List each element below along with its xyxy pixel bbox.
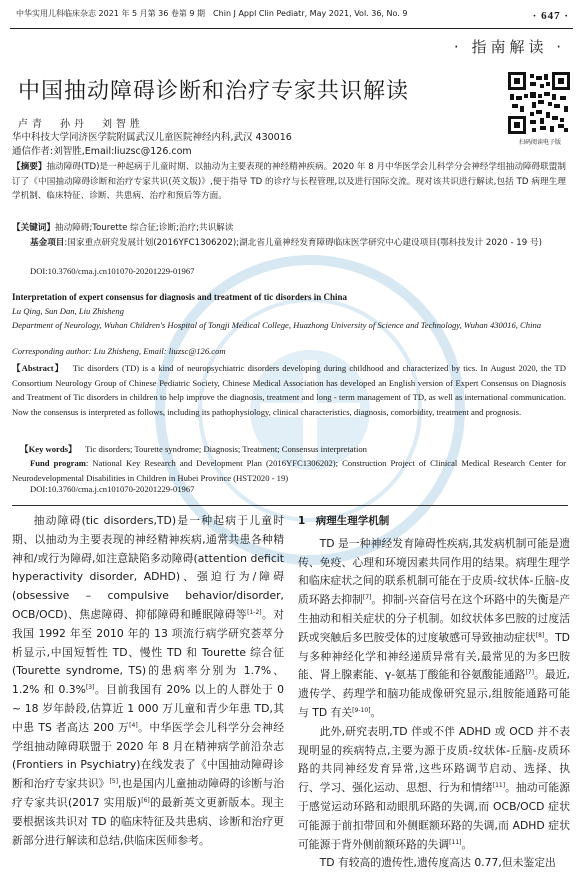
header-rule (10, 28, 573, 29)
body-column-right (298, 512, 570, 873)
doi-en[interactable]: DOI:10.3760/cma.j.cn101070-20201229-01967 (30, 484, 195, 494)
english-authors: Lu Qing, Sun Dan, Liu Zhisheng (12, 306, 124, 316)
fund-en-text: : National Key Research and Development Plan (2016YFC1306202); Construction Project of Clinical Medical Research Center for Neurodevelopmental Disabilities in Children in Hubei Province (HST2020 - 19) (12, 458, 566, 483)
keywords-en-label: 【Key words】 (20, 444, 77, 454)
journal-header: 中华实用儿科临床杂志 2021 年 5 月第 36 卷第 9 期 Chin J Appl Clin Pediatr, May 2021, Vol. 36, No. 9 (16, 9, 408, 18)
fund-en-label: Fund program (30, 458, 86, 468)
abstract-cn-label: 【摘要】 (12, 162, 47, 172)
citation[interactable]: [8] (535, 631, 545, 639)
abstract-cn-text: 抽动障碍(TD)是一种起病于儿童时期、以抽动为主要表现的神经精神疾病。2020 年 8 月中华医学会儿科学分会神经学组抽动障碍联盟制订了《中国抽动障碍诊断和治疗专家共识(英文版)》,便于指导 TD 的诊疗与长程管理,以及进行国际交流。现对该共识进行解读,包括 TD 病理生理学机制、临床特征、诊断、共患病、治疗和预后等方面。 (12, 162, 566, 202)
citation[interactable]: [5] (109, 778, 119, 786)
body-rule (12, 505, 568, 506)
abstract-cn (12, 160, 566, 204)
citation[interactable]: [11] (449, 838, 462, 846)
citation[interactable]: [7] (362, 594, 372, 602)
doi-cn[interactable]: DOI:10.3760/cma.j.cn101070-20201229-01967 (30, 266, 195, 276)
body-column-left (12, 512, 284, 850)
english-corresponding-author: Corresponding author: Liu Zhisheng, Email: liuzsc@126.com (12, 346, 226, 356)
intro-paragraph: 抽动障碍(tic disorders,TD)是一种起病于儿童时期、以抽动为主要表现的神经精神疾病,通常共患各种精神和/或行为障碍,如注意缺陷多动障碍(attention deficit hyperactivity disorder, ADHD)、强迫行为/障碍(obsessive – compulsive behavior/disorder, OCB/OCD)、焦虑障碍、抑郁障碍和睡眠障碍等[1-2]。对我国 1992 年至 2010 年的 13 项流行病学研究荟萃分析显示,中国短暂性 TD、慢性 TD 和 Tourette 综合征(Tourette syndrome, TS)的患病率分别为 1.7%、1.2% 和 0.3%[3]。目前我国有 20% 以上的人群处于 0 ~ 18 岁年龄段,估算近 1 000 万儿童和青少年患 TD,其中患 TS 者高达 200 万[4]。中华医学会儿科学分会神经学组抽动障碍联盟于 2020 年 8 月在精神病学前沿杂志(Frontiers in Psychiatry)在线发表了《中国抽动障碍诊断和治疗专家共识》[5],也是国内儿童抽动障碍的诊断与治疗专家共识(2017 实用版)[6]的最新英文更新版本。现主要根据该共识对 TD 的临床特征及共患病、诊断和治疗更新部分进行解读和总结,供临床医师参考。 (12, 514, 285, 847)
citation[interactable]: [7] (525, 669, 534, 677)
fund-cn-text: :国家重点研究发展计划(2016YFC1306202);湖北省儿童神经发育障碍临床医学研究中心建设项目(鄂科技发计 2020 - 19 号) (64, 238, 542, 248)
corresponding-author-cn: 通信作者:刘智胜,Email:liuzsc@126.com (12, 146, 192, 157)
qr-code[interactable] (508, 72, 570, 134)
citation[interactable]: [1-2] (247, 608, 262, 616)
fund-cn (12, 236, 566, 251)
citation[interactable]: [11] (492, 782, 506, 790)
keywords-en-text: Tic disorders; Tourette syndrome; Diagnosis; Treatment; Consensus interpretation (85, 444, 367, 454)
citation[interactable]: [6] (141, 796, 150, 804)
affiliation-cn: 华中科技大学同济医学院附属武汉儿童医院神经内科,武汉 430016 (12, 132, 292, 143)
english-affiliation: Department of Neurology, Wuhan Children's Hospital of Tongji Medical College, Huazhong University of Science and Technology, Wuhan 430016, China (12, 320, 542, 330)
authors-cn: 卢青 孙丹 刘智胜 (18, 119, 144, 130)
fund-en (12, 456, 566, 485)
abstract-en-text: Tic disorders (TD) is a kind of neuropsychiatric disorders developing during childhood and characterized by tics. In August 2020, the TD Consortium Neurology Group of Chinese Pediatric Society, Chinese Medical Association has developed an English version of Expert Consensus on Diagnosis and Treatment of Tic disorders in children to help improve the diagnosis, treatment and long - term management of TD, as well as international communication. Now the consensus is interpreted as follows, including its pathophysiology, clinical characteristics, diagnosis, comorbidity, treatment and prognosis. (12, 363, 567, 417)
body-paragraph: 此外,研究表明,TD 伴或不伴 ADHD 或 OCD 并不表现明显的疾病特点,主要为源于皮质-纹状体-丘脑-皮质环路的共同神经发育异常,这些环路调节启动、选择、执行、学习、强化运动、思想、行为和情绪[11]。抽动可能源于感觉运动环路和动眼肌环路的失调,而 OCB/OCD 症状可能源于前扣带回和外侧眶额环路的失调,而 ADHD 症状可能源于背外侧前额环路的失调[11]。 (298, 724, 571, 851)
body-paragraph: TD 有较高的遗传性,遗传度高达 0.77,但未鉴定出 (319, 856, 556, 870)
english-title: Interpretation of expert consensus for diagnosis and treatment of tic disorders in China (12, 292, 347, 302)
section-heading: 1 病理生理学机制 (298, 515, 390, 527)
keywords-en (12, 442, 566, 457)
abstract-en (12, 361, 566, 419)
page-number: · 647 · (532, 10, 569, 22)
citation[interactable]: [3] (85, 684, 95, 692)
qr-caption: 扫码阅读电子版 (518, 139, 561, 146)
article-title: 中国抽动障碍诊断和治疗专家共识解读 (18, 79, 410, 104)
keywords-cn-text: 抽动障碍;Tourette 综合征;诊断;治疗;共识解读 (54, 223, 234, 233)
keywords-cn-label: 【关键词】 (12, 223, 55, 233)
body-paragraph: TD 是一种神经发育障碍性疾病,其发病机制可能是遗传、免疫、心理和环境因素共同作用的结果。病理生理学和临床症状之间的联系机制可能在于皮质-纹状体-丘脑-皮质环路去抑制[7]。抑制-兴奋信号在这个环路中的失衡是产生抽动和相关症状的分子机制。如纹状体多巴胺的过度活跃或突触后多巴胺受体的过度敏感可导致抽动症状[8]。TD 与多种神经化学和神经递质异常有关,最常见的为多巴胺能、肾上腺素能、γ-氨基丁酸能和谷氨酸能通路[7]。最近,遗传学、药理学和脑功能成像研究显示,组胺能通路可能与 TD 有关[9-10]。 (298, 536, 571, 719)
fund-cn-label: 基金项目 (30, 238, 65, 248)
citation[interactable]: [9-10] (352, 706, 371, 714)
section-tag: · 指南解读 · (453, 38, 565, 56)
abstract-en-label: 【Abstract】 (12, 363, 65, 373)
keywords-cn (12, 221, 566, 236)
citation[interactable]: [4] (129, 721, 138, 729)
